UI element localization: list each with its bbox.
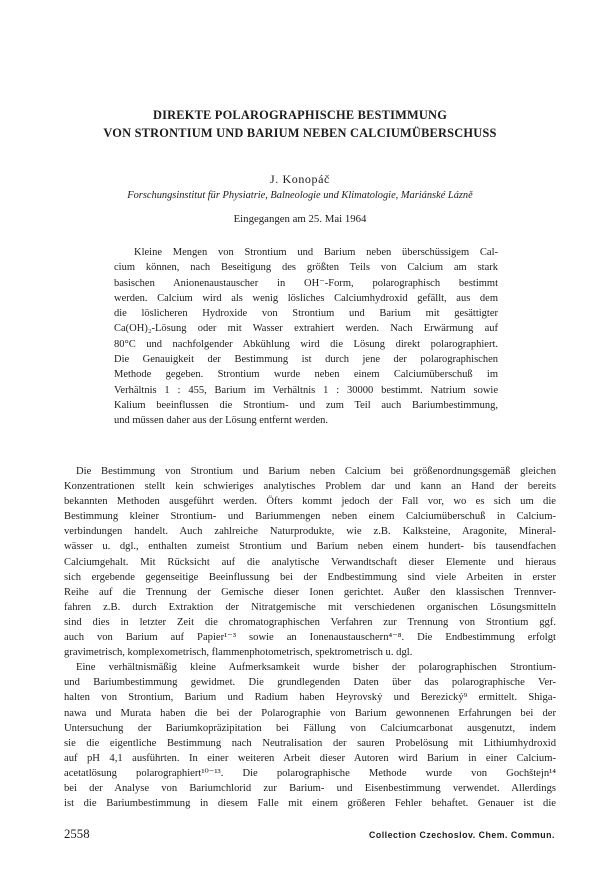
body-line: Reihe auf die Trennung der Gemische dieser Ionen gerichtet. Außer den klassischen Trennver- <box>64 586 556 598</box>
body-line: acetatlösung polarographiert¹⁰⁻¹³. Die polarographische Methode wurde von Gochštejn¹⁴ <box>64 767 556 779</box>
abstract-line: werden. Calcium wird als wenig lösliches Calciumhydroxid gefällt, aus dem <box>114 292 498 304</box>
abstract-line: cium können, nach Beseitigung des größten Teils von Calcium am stark <box>114 262 498 274</box>
body-line: sich ergebende gegenseitige Beeinflussung bei der Endbestimmung sind viele Arbeiten in erster <box>64 571 556 583</box>
abstract-line: Die Genauigkeit der Bestimmung ist durch jene der polarographischen <box>114 354 498 366</box>
title-line-2: VON STRONTIUM UND BARIUM NEBEN CALCIUMÜBERSCHUSS <box>103 126 497 140</box>
body-line: Untersuchung der Bariumkopräzipitation bei Fällung von Calciumcarbonat ausgenutzt, indem <box>64 722 556 734</box>
body-line: Konzentrationen stellt kein schwieriges analytisches Problem dar und kann an Hand der bereits <box>64 481 556 493</box>
body-line: bekannten Methoden ausgeführt werden. Öfters kommt jedoch der Fall vor, wo es sich um die <box>64 496 556 508</box>
abstract-line: Kleine Mengen von Strontium und Barium neben überschüssigem Cal- <box>134 247 498 258</box>
body-line: bei der Analyse von Bariumchlorid zur Barium- und Eisenbestimmung verwendet. Allerdings <box>64 782 556 794</box>
body-line: wässer u. dgl., enthalten zumeist Strontium und Barium neben einem hundert- bis tausendfachen <box>64 541 556 553</box>
body-line: halten von Strontium, Barium und Radium haben Heyrovský und Berezický⁹ ermittelt. Shiga- <box>64 692 556 704</box>
journal-name: Collection Czechoslov. Chem. Commun. <box>369 830 555 840</box>
abstract-line: die löslicheren Hydroxide von Strontium und Barium mit gesättigter <box>114 308 498 320</box>
abstract-line: basischen Anionenaustauscher in OH⁻-Form, polarographisch bestimmt <box>114 277 498 289</box>
body-line: und Bariumbestimmung gewidmet. Die grundlegenden Daten über das polarographische Ver- <box>64 677 556 689</box>
body-line: ist die Bariumbestimmung in diesem Falle mit einem größeren Fehler behaftet. Genauer ist die <box>64 798 556 810</box>
abstract-line: Ca(OH)₂-Lösung oder mit Wasser extrahiert werden. Nach Erwärmung auf <box>114 323 498 335</box>
body-line: sind dies in letzter Zeit die chromatographischen Verfahren zur Trennung von Strontium ggf. <box>64 616 556 628</box>
body-line: Eine verhältnismäßig kleine Aufmerksamkeit wurde bisher der polarographischen Strontium- <box>76 662 556 674</box>
body-line: auf pH 4,1 ausführten. In einer weiteren Arbeit dieser Autoren wird Barium in einer Calcium- <box>64 752 556 764</box>
abstract-line: 80°C und nachfolgender Abkühlung wird die Lösung direkt polarographiert. <box>114 338 498 350</box>
body-line: sie die eigentliche Bestimmung nach Neutralisation der sauren Probelösung mit Lithiumhydroxid <box>64 737 556 749</box>
abstract-line: und müssen daher aus der Lösung entfernt werden. <box>114 415 329 427</box>
abstract-line: Kalium beeinflussen die Strontium- und zum Teil auch Bariumbestimmung, <box>114 399 498 411</box>
body-line: auch von Barium auf Papier¹⁻³ sowie an Ionenaustauschern⁴⁻⁸. Die Endbestimmung erfolgt <box>64 632 556 644</box>
body-line: nawa und Murata haben die bei der Polarographie von Barium gewonnenen Erfahrungen bei der <box>64 707 556 719</box>
body-line: fahren z.B. durch Extraktion der Nitratgemische mit verschiedenen organischen Lösungsmitteln <box>64 601 556 613</box>
body-line: Calciumgehalt. Mit Rücksicht auf die analytische Verwandtschaft dieser Elemente und hieraus <box>64 556 556 568</box>
body-line: Die Bestimmung von Strontium und Barium neben Calcium bei größenordnungsgemäß gleichen <box>76 466 556 477</box>
abstract-line: Verhältnis 1 : 455, Barium im Verhältnis 1 : 30000 bestimmt. Natrium sowie <box>114 384 498 396</box>
title-line-1: DIREKTE POLAROGRAPHISCHE BESTIMMUNG <box>152 108 448 122</box>
abstract <box>114 245 498 429</box>
body-text <box>64 464 556 811</box>
author-name: J. Konopáč <box>270 172 330 186</box>
abstract-line: Methode gegeben. Strontium wurde neben einem Calciumüberschuß im <box>114 369 498 381</box>
page-number: 2558 <box>64 827 90 841</box>
body-line: gravimetrisch, komplexometrisch, flammenphotometrisch, spektrometrisch u. dgl. <box>64 647 413 659</box>
received-date: Eingegangen am 25. Mai 1964 <box>233 213 367 225</box>
author-institute: Forschungsinstitut für Physiatrie, Balneologie und Klimatologie, Mariánské Lázně <box>127 190 473 201</box>
body-line: verbindungen handelt. Auch zahlreiche Naturprodukte, wie z.B. Kalksteine, Aragonite, Mineral- <box>64 526 556 538</box>
body-line: Bestimmung kleiner Strontium- und Bariummengen neben einem Calciumüberschuß in Calcium- <box>64 511 556 523</box>
